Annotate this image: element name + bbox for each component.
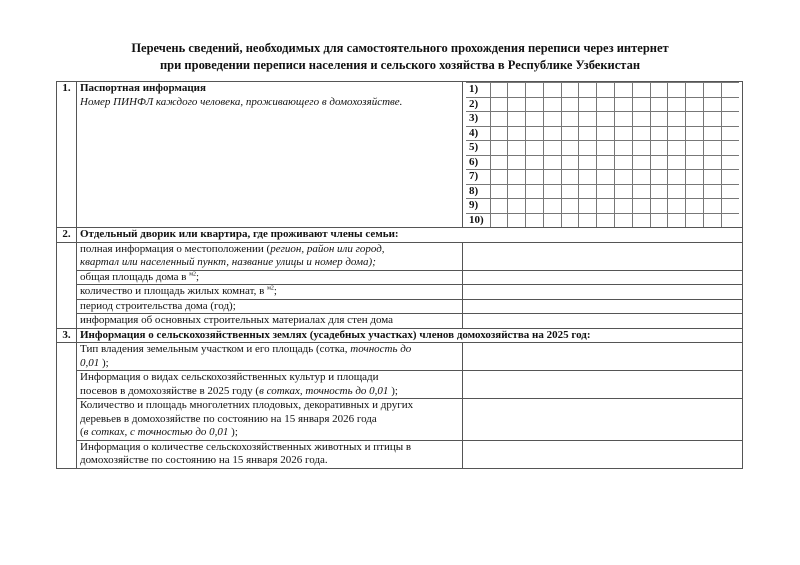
pinfl-digit-box[interactable]	[721, 213, 739, 227]
pinfl-digit-box[interactable]	[703, 199, 721, 214]
pinfl-digit-box[interactable]	[508, 199, 526, 214]
pinfl-digit-box[interactable]	[703, 213, 721, 227]
pinfl-digit-box[interactable]	[579, 141, 597, 156]
document-title	[0, 40, 800, 74]
pinfl-digit-box[interactable]	[703, 170, 721, 185]
land-ownership-answer-field[interactable]	[463, 343, 743, 371]
pinfl-digit-box[interactable]	[632, 155, 650, 170]
build-period-label: период строительства дома (год);	[77, 299, 463, 314]
pinfl-digit-box[interactable]	[614, 83, 632, 98]
pinfl-row-label: 3)	[466, 112, 490, 127]
pinfl-row	[466, 170, 739, 185]
pinfl-digit-box[interactable]	[614, 141, 632, 156]
pinfl-digit-box[interactable]	[490, 83, 508, 98]
pinfl-digit-box[interactable]	[632, 112, 650, 127]
pinfl-digit-box[interactable]	[490, 141, 508, 156]
pinfl-digit-box[interactable]	[526, 97, 544, 112]
section-2-heading: Отдельный дворик или квартира, где проживают члены семьи:	[77, 228, 743, 243]
pinfl-digit-box[interactable]	[668, 170, 686, 185]
section-3-row-land-ownership	[57, 343, 743, 371]
pinfl-digit-box[interactable]	[508, 126, 526, 141]
pinfl-digit-box[interactable]	[686, 126, 704, 141]
trees-label: Количество и площадь многолетних плодовых, декоративных и других деревьев в домохозяйстве по состоянию на 15 января 2026 года (в сотках, с точностью до 0,01 );	[77, 399, 463, 441]
section-3-header-row	[57, 328, 743, 343]
pinfl-row	[466, 184, 739, 199]
pinfl-digit-box[interactable]	[721, 155, 739, 170]
pinfl-digit-box[interactable]	[686, 112, 704, 127]
pinfl-digit-box[interactable]	[721, 83, 739, 98]
pinfl-digit-box[interactable]	[650, 170, 668, 185]
pinfl-digit-box[interactable]	[490, 155, 508, 170]
rooms-label: количество и площадь жилых комнат, в $^{м2}$;	[77, 285, 463, 300]
pinfl-digit-box[interactable]	[668, 83, 686, 98]
pinfl-digit-box[interactable]	[597, 112, 615, 127]
pinfl-digit-box[interactable]	[686, 97, 704, 112]
pinfl-digit-box[interactable]	[650, 83, 668, 98]
section-1-heading: Паспортная информация	[80, 82, 206, 94]
pinfl-digit-box[interactable]	[490, 184, 508, 199]
pinfl-grid	[466, 82, 739, 227]
pinfl-digit-box[interactable]	[561, 155, 579, 170]
pinfl-digit-box[interactable]	[614, 155, 632, 170]
section-2-header-row	[57, 228, 743, 243]
pinfl-digit-box[interactable]	[597, 83, 615, 98]
pinfl-digit-box[interactable]	[579, 97, 597, 112]
pinfl-digit-box[interactable]	[597, 141, 615, 156]
pinfl-digit-box[interactable]	[561, 213, 579, 227]
pinfl-digit-box[interactable]	[561, 83, 579, 98]
pinfl-row-label: 6)	[466, 155, 490, 170]
pinfl-digit-box[interactable]	[721, 199, 739, 214]
pinfl-digit-box[interactable]	[543, 184, 561, 199]
total-area-answer-field[interactable]	[463, 270, 743, 285]
pinfl-digit-box[interactable]	[703, 83, 721, 98]
crops-answer-field[interactable]	[463, 371, 743, 399]
section-1-row	[57, 82, 743, 228]
pinfl-row	[466, 126, 739, 141]
pinfl-row	[466, 199, 739, 214]
section-2-row-build-period	[57, 299, 743, 314]
pinfl-digit-box[interactable]	[721, 112, 739, 127]
pinfl-digit-box[interactable]	[579, 170, 597, 185]
pinfl-digit-box[interactable]	[490, 213, 508, 227]
pinfl-digit-box[interactable]	[597, 184, 615, 199]
pinfl-digit-box[interactable]	[614, 213, 632, 227]
pinfl-digit-box[interactable]	[579, 213, 597, 227]
pinfl-digit-box[interactable]	[543, 112, 561, 127]
pinfl-digit-box[interactable]	[526, 213, 544, 227]
section-3-number: 3.	[57, 328, 77, 343]
pinfl-digit-box[interactable]	[579, 112, 597, 127]
total-area-label: общая площадь дома в $^{м2}$;	[77, 270, 463, 285]
pinfl-digit-box[interactable]	[721, 97, 739, 112]
pinfl-digit-box[interactable]	[650, 184, 668, 199]
section-2-row-wall-materials	[57, 314, 743, 329]
pinfl-digit-box[interactable]	[561, 97, 579, 112]
pinfl-digit-box[interactable]	[508, 83, 526, 98]
pinfl-digit-box[interactable]	[508, 184, 526, 199]
pinfl-digit-box[interactable]	[632, 141, 650, 156]
section-2-row-rooms	[57, 285, 743, 300]
pinfl-digit-box[interactable]	[543, 97, 561, 112]
pinfl-digit-box[interactable]	[632, 170, 650, 185]
pinfl-digit-box[interactable]	[526, 155, 544, 170]
pinfl-digit-box[interactable]	[721, 126, 739, 141]
section-3-row-crops	[57, 371, 743, 399]
pinfl-digit-box[interactable]	[686, 155, 704, 170]
pinfl-digit-box[interactable]	[632, 83, 650, 98]
pinfl-digit-box[interactable]	[668, 184, 686, 199]
pinfl-digit-box[interactable]	[632, 213, 650, 227]
pinfl-digit-box[interactable]	[561, 141, 579, 156]
livestock-answer-field[interactable]	[463, 440, 743, 468]
location-label: полная информация о местоположении (регион, район или город, квартал или населенный пункт, название улицы и номер дома);	[77, 242, 463, 270]
rooms-answer-field[interactable]	[463, 285, 743, 300]
section-1-number: 1.	[57, 82, 77, 228]
pinfl-digit-box[interactable]	[668, 112, 686, 127]
pinfl-digit-box[interactable]	[597, 155, 615, 170]
pinfl-digit-box[interactable]	[668, 97, 686, 112]
pinfl-digit-box[interactable]	[703, 97, 721, 112]
pinfl-digit-box[interactable]	[490, 97, 508, 112]
pinfl-digit-box[interactable]	[526, 199, 544, 214]
pinfl-digit-box[interactable]	[614, 126, 632, 141]
pinfl-row-label: 1)	[466, 83, 490, 98]
pinfl-row-label: 9)	[466, 199, 490, 214]
pinfl-digit-box[interactable]	[526, 112, 544, 127]
location-answer-field[interactable]	[463, 242, 743, 270]
pinfl-digit-box[interactable]	[508, 97, 526, 112]
pinfl-digit-box[interactable]	[650, 112, 668, 127]
pinfl-digit-box[interactable]	[632, 199, 650, 214]
title-line-1: Перечень сведений, необходимых для самостоятельного прохождения переписи через интернет	[131, 41, 669, 55]
pinfl-digit-box[interactable]	[490, 170, 508, 185]
pinfl-digit-box[interactable]	[526, 83, 544, 98]
pinfl-digit-box[interactable]	[508, 170, 526, 185]
section-1-subtitle: Номер ПИНФЛ каждого человека, проживающего в домохозяйстве.	[80, 95, 403, 108]
pinfl-digit-box[interactable]	[668, 141, 686, 156]
pinfl-digit-box[interactable]	[579, 126, 597, 141]
census-form-table	[56, 81, 743, 469]
pinfl-row-label: 10)	[466, 213, 490, 227]
pinfl-digit-box[interactable]	[543, 170, 561, 185]
pinfl-digit-box[interactable]	[579, 155, 597, 170]
pinfl-digit-box[interactable]	[561, 126, 579, 141]
pinfl-digit-box[interactable]	[614, 184, 632, 199]
pinfl-digit-box[interactable]	[668, 126, 686, 141]
crops-label: Информация о видах сельскохозяйственных культур и площади посевов в домохозяйстве в 2025 году (в сотках, точность до 0,01 );	[77, 371, 463, 399]
pinfl-digit-box[interactable]	[686, 170, 704, 185]
pinfl-digit-box[interactable]	[703, 155, 721, 170]
pinfl-digit-box[interactable]	[686, 83, 704, 98]
wall-materials-label: информация об основных строительных материалах для стен дома	[77, 314, 463, 329]
pinfl-digit-box[interactable]	[526, 141, 544, 156]
pinfl-digit-box[interactable]	[686, 184, 704, 199]
pinfl-digit-box[interactable]	[579, 83, 597, 98]
pinfl-digit-box[interactable]	[543, 155, 561, 170]
pinfl-row	[466, 141, 739, 156]
pinfl-row	[466, 155, 739, 170]
pinfl-digit-box[interactable]	[561, 170, 579, 185]
pinfl-digit-box[interactable]	[597, 170, 615, 185]
pinfl-digit-box[interactable]	[632, 184, 650, 199]
pinfl-digit-box[interactable]	[686, 141, 704, 156]
pinfl-row-label: 8)	[466, 184, 490, 199]
section-1-description	[77, 82, 463, 228]
pinfl-digit-box[interactable]	[650, 213, 668, 227]
pinfl-row	[466, 83, 739, 98]
pinfl-digit-box[interactable]	[561, 112, 579, 127]
pinfl-digit-box[interactable]	[543, 199, 561, 214]
pinfl-digit-box[interactable]	[703, 184, 721, 199]
pinfl-row	[466, 97, 739, 112]
pinfl-digit-box[interactable]	[721, 170, 739, 185]
pinfl-digit-box[interactable]	[543, 213, 561, 227]
pinfl-digit-box[interactable]	[650, 199, 668, 214]
pinfl-digit-box[interactable]	[650, 155, 668, 170]
pinfl-digit-box[interactable]	[526, 126, 544, 141]
pinfl-row-label: 7)	[466, 170, 490, 185]
pinfl-row	[466, 213, 739, 227]
section-3-row-trees	[57, 399, 743, 441]
pinfl-digit-box[interactable]	[543, 83, 561, 98]
section-3-heading: Информация о сельскохозяйственных землях (усадебных участках) членов домохозяйства на 2025 год:	[77, 328, 743, 343]
pinfl-digit-box[interactable]	[508, 141, 526, 156]
pinfl-row	[466, 112, 739, 127]
pinfl-digit-box[interactable]	[686, 199, 704, 214]
pinfl-digit-box[interactable]	[508, 112, 526, 127]
pinfl-digit-box[interactable]	[632, 97, 650, 112]
pinfl-digit-box[interactable]	[703, 141, 721, 156]
pinfl-digit-box[interactable]	[579, 199, 597, 214]
trees-answer-field[interactable]	[463, 399, 743, 441]
section-2-row-location	[57, 242, 743, 270]
section-3-row-livestock	[57, 440, 743, 468]
pinfl-row-label: 4)	[466, 126, 490, 141]
pinfl-digit-box[interactable]	[543, 126, 561, 141]
pinfl-digit-box[interactable]	[490, 112, 508, 127]
title-line-2: при проведении переписи населения и сельского хозяйства в Республике Узбекистан	[159, 58, 641, 72]
pinfl-digit-box[interactable]	[668, 199, 686, 214]
pinfl-digit-box[interactable]	[650, 97, 668, 112]
pinfl-digit-box[interactable]	[650, 126, 668, 141]
pinfl-digit-box[interactable]	[614, 112, 632, 127]
pinfl-grid-cell	[463, 82, 743, 228]
pinfl-digit-box[interactable]	[543, 141, 561, 156]
pinfl-digit-box[interactable]	[526, 184, 544, 199]
pinfl-row-label: 2)	[466, 97, 490, 112]
pinfl-digit-box[interactable]	[632, 126, 650, 141]
wall-materials-answer-field[interactable]	[463, 314, 743, 329]
pinfl-row-label: 5)	[466, 141, 490, 156]
land-ownership-label: Тип владения земельным участком и его площадь (сотка, точность до 0,01 );	[77, 343, 463, 371]
pinfl-digit-box[interactable]	[597, 126, 615, 141]
pinfl-digit-box[interactable]	[650, 141, 668, 156]
pinfl-digit-box[interactable]	[703, 126, 721, 141]
pinfl-digit-box[interactable]	[668, 155, 686, 170]
pinfl-digit-box[interactable]	[597, 97, 615, 112]
pinfl-digit-box[interactable]	[490, 199, 508, 214]
pinfl-digit-box[interactable]	[614, 170, 632, 185]
pinfl-digit-box[interactable]	[721, 141, 739, 156]
section-2-number: 2.	[57, 228, 77, 243]
pinfl-digit-box[interactable]	[721, 184, 739, 199]
pinfl-digit-box[interactable]	[526, 170, 544, 185]
pinfl-digit-box[interactable]	[561, 199, 579, 214]
livestock-label: Информация о количестве сельскохозяйственных животных и птицы в домохозяйстве по состоянию на 15 января 2026 года.	[77, 440, 463, 468]
pinfl-digit-box[interactable]	[597, 199, 615, 214]
pinfl-digit-box[interactable]	[579, 184, 597, 199]
pinfl-digit-box[interactable]	[490, 126, 508, 141]
pinfl-digit-box[interactable]	[597, 213, 615, 227]
pinfl-digit-box[interactable]	[686, 213, 704, 227]
pinfl-digit-box[interactable]	[614, 199, 632, 214]
pinfl-digit-box[interactable]	[508, 155, 526, 170]
pinfl-digit-box[interactable]	[668, 213, 686, 227]
section-2-row-total-area	[57, 270, 743, 285]
pinfl-digit-box[interactable]	[561, 184, 579, 199]
pinfl-digit-box[interactable]	[614, 97, 632, 112]
build-period-answer-field[interactable]	[463, 299, 743, 314]
pinfl-digit-box[interactable]	[703, 112, 721, 127]
pinfl-digit-box[interactable]	[508, 213, 526, 227]
